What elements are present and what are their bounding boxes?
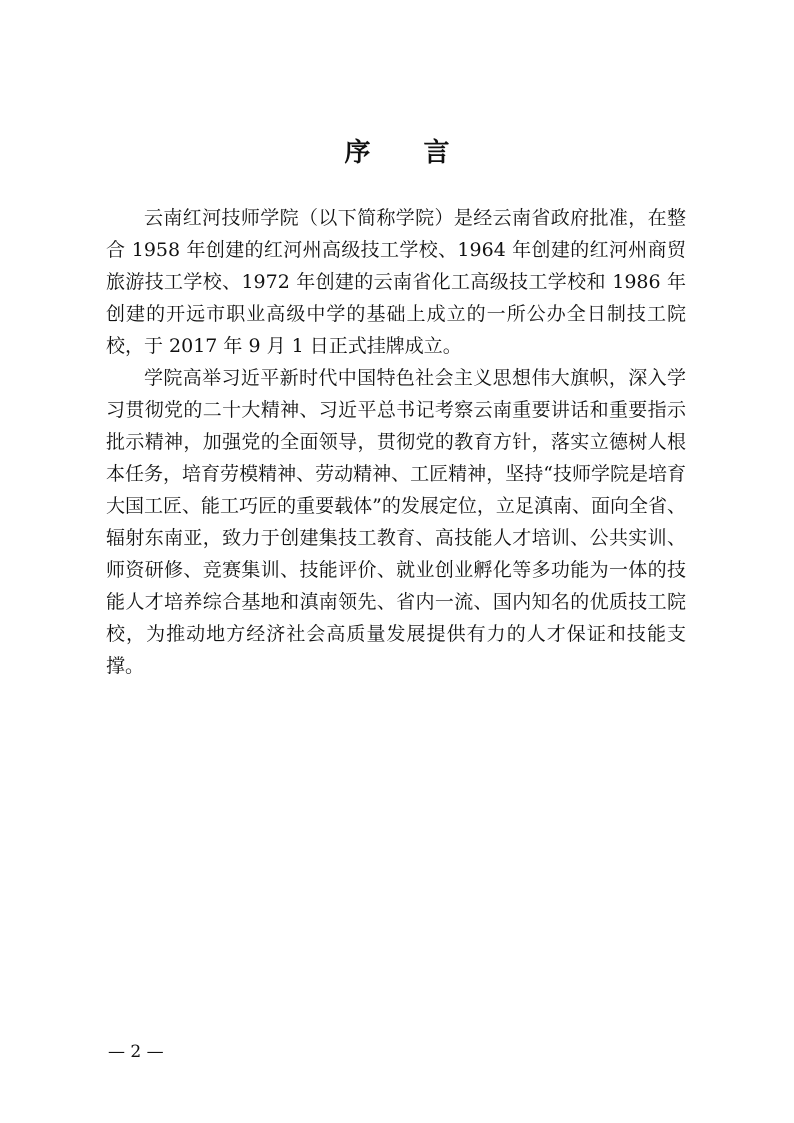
- document-body: [106, 202, 686, 682]
- paragraph-intro: 云南红河技师学院（以下简称学院）是经云南省政府批准，在整合 1958 年创建的红河州高级技工学校、1964 年创建的红河州商贸旅游技工学校、1972 年创建的云南省化工高级技工学校和 1986 年创建的开远市职业高级中学的基础上成立的一所公办全日制技工院校，于 2017 年 9 月 1 日正式挂牌成立。: [106, 207, 686, 357]
- page-number: — 2 —: [108, 1042, 164, 1062]
- page-title: 序 言: [344, 138, 472, 169]
- paragraph-mission: 学院高举习近平新时代中国特色社会主义思想伟大旗帜，深入学习贯彻党的二十大精神、习近平总书记考察云南重要讲话和重要指示批示精神，加强党的全面领导，贯彻党的教育方针，落实立德树人根本任务，培育劳模精神、劳动精神、工匠精神，坚持“技师学院是培育大国工匠、能工巧匠的重要载体”的发展定位，立足滇南、面向全省、辐射东南亚，致力于创建集技工教育、高技能人才培训、公共实训、师资研修、竞赛集训、技能评价、就业创业孵化等多功能为一体的技能人才培养综合基地和滇南领先、省内一流、国内知名的优质技工院校，为推动地方经济社会高质量发展提供有力的人才保证和技能支撑。: [106, 367, 686, 677]
